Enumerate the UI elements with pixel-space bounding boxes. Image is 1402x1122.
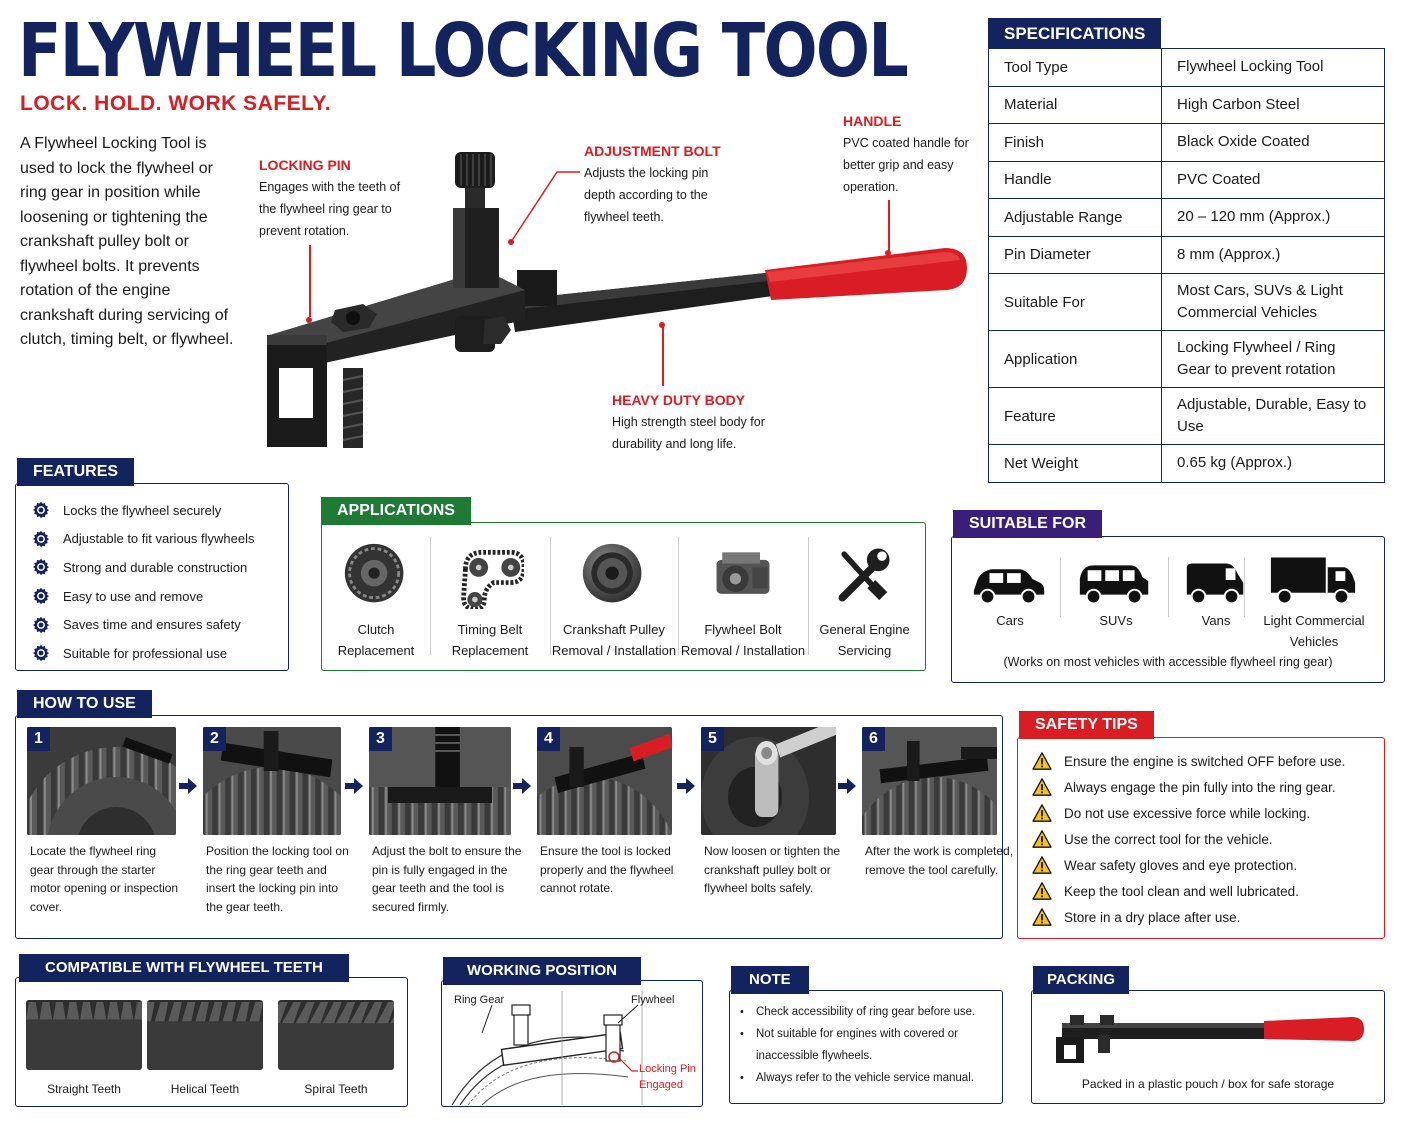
compatible-tab: COMPATIBLE WITH FLYWHEEL TEETH <box>19 954 349 982</box>
vehicle-label-line1: Cars <box>996 613 1024 628</box>
spec-value: Locking Flywheel / Ring Gear to prevent rotation <box>1162 331 1385 388</box>
feature-item <box>32 553 254 582</box>
application-label-line2: Servicing <box>837 643 892 658</box>
application-label-line2: Replacement <box>337 643 415 658</box>
step-number: 5 <box>701 727 724 751</box>
step-image <box>701 727 836 835</box>
callout-text: PVC coated handle for better grip and easy operation. <box>843 136 969 194</box>
pulley-icon <box>580 541 648 609</box>
warning-icon <box>1032 752 1052 770</box>
warning-icon <box>1032 882 1052 900</box>
gear-icon <box>32 501 50 519</box>
application-label-line1: Flywheel Bolt <box>704 622 782 637</box>
working-position-tab: WORKING POSITION <box>443 957 641 985</box>
safety-tips-tab: SAFETY TIPS <box>1019 711 1154 739</box>
bullet-icon: • <box>740 1006 744 1018</box>
feature-text: Saves time and ensures safety <box>63 617 241 633</box>
step-number: 6 <box>862 727 885 751</box>
note-text: Check accessibility of ring gear before use. <box>756 1006 976 1018</box>
intro-paragraph: A Flywheel Locking Tool is used to lock the flywheel or ring gear in position while loosening or tightening the crankshaft pulley bolt or flywheel bolts. It prevents rotation of the engine crankshaft during servicing of clutch, timing belt, or flywheel. <box>20 135 234 348</box>
application-label-line2: Removal / Installation <box>680 643 806 658</box>
safety-tip <box>1032 852 1345 878</box>
step-text: Ensure the tool is locked properly and the flywheel cannot rotate. <box>540 844 674 895</box>
safety-tip-text: Wear safety gloves and eye protection. <box>1064 857 1298 873</box>
gear-icon <box>32 587 50 605</box>
how-to-use-tab: HOW TO USE <box>17 690 152 718</box>
step-number: 4 <box>537 727 560 751</box>
gear-icon <box>32 558 50 576</box>
application-item <box>550 523 678 669</box>
spec-row <box>989 161 1385 199</box>
feature-item <box>32 610 254 639</box>
packing-tool-image <box>1052 1009 1372 1069</box>
step-number: 3 <box>369 727 392 751</box>
arrow-right-icon <box>345 778 363 794</box>
feature-text: Strong and durable construction <box>63 559 248 575</box>
note-box <box>729 990 1003 1104</box>
gear-icon <box>32 644 50 662</box>
step-text: Position the locking tool on the ring gear teeth and insert the locking pin into the gear teeth. <box>206 844 349 914</box>
gear-teeth-image <box>147 1000 263 1070</box>
callout-text: High strength steel body for durability and long life. <box>612 415 765 451</box>
arrow-right-icon <box>179 778 197 794</box>
safety-tip-text: Keep the tool clean and well lubricated. <box>1064 883 1299 899</box>
spec-label: Material <box>989 86 1162 124</box>
gear-teeth-image <box>278 1000 394 1070</box>
specifications-tab: SPECIFICATIONS <box>988 18 1161 49</box>
step-image <box>537 727 672 835</box>
packing-text: Packed in a plastic pouch / box for safe storage <box>1081 1077 1335 1091</box>
callout-leader <box>505 170 585 250</box>
spec-label: Tool Type <box>989 49 1162 87</box>
safety-tips-box <box>1017 737 1385 939</box>
step-image <box>27 727 176 835</box>
arrow-right-icon <box>838 778 856 794</box>
feature-text: Locks the flywheel securely <box>63 502 222 518</box>
divider <box>1168 557 1169 617</box>
application-label <box>550 619 678 661</box>
arrow-right-icon <box>677 778 695 794</box>
application-label-line2: Removal / Installation <box>551 643 677 658</box>
application-label-line1: Clutch <box>357 622 395 637</box>
spec-label: Pin Diameter <box>989 236 1162 274</box>
application-item <box>678 523 808 669</box>
step-number: 2 <box>203 727 226 751</box>
warning-icon <box>1032 830 1052 848</box>
locking-pin-label-line2: Engaged <box>639 1079 684 1091</box>
application-label <box>678 619 808 661</box>
spec-row <box>989 331 1385 388</box>
spec-row <box>989 86 1385 124</box>
safety-tip <box>1032 826 1345 852</box>
safety-tip <box>1032 904 1345 930</box>
application-label-line1: General Engine <box>819 622 910 637</box>
feature-item <box>32 582 254 611</box>
gear-teeth-label: Helical Teeth <box>170 1082 240 1096</box>
bullet-icon: • <box>740 1028 744 1040</box>
callout-text: Adjusts the locking pin depth according to the flywheel teeth. <box>584 166 709 224</box>
suv-icon <box>1074 553 1158 607</box>
application-label <box>322 619 430 661</box>
features-tab: FEATURES <box>17 458 134 486</box>
spec-value: PVC Coated <box>1162 161 1385 199</box>
callout-text: Engages with the teeth of the flywheel ring gear to prevent rotation. <box>259 180 401 238</box>
packing-box <box>1031 990 1385 1104</box>
divider <box>1244 557 1245 617</box>
step-image <box>369 727 511 835</box>
spec-row <box>989 236 1385 274</box>
note-item <box>740 1001 992 1023</box>
spec-value: Flywheel Locking Tool <box>1162 49 1385 87</box>
safety-tip <box>1032 800 1345 826</box>
ring-gear-label: Ring Gear <box>454 994 505 1006</box>
bullet-icon: • <box>740 1072 744 1084</box>
note-text: Always refer to the vehicle service manual. <box>756 1072 974 1084</box>
safety-tip-text: Ensure the engine is switched OFF before use. <box>1064 753 1346 769</box>
spec-value: 20 – 120 mm (Approx.) <box>1162 199 1385 237</box>
warning-icon <box>1032 856 1052 874</box>
spec-value: Adjustable, Durable, Easy to Use <box>1162 388 1385 445</box>
callout-adjustment-bolt <box>584 140 734 228</box>
application-item <box>430 523 550 669</box>
vehicle-label <box>1252 610 1376 652</box>
suitable-for-tab: SUITABLE FOR <box>953 510 1102 538</box>
application-label-line1: Crankshaft Pulley <box>563 622 665 637</box>
car-icon <box>968 553 1052 607</box>
safety-tip-text: Store in a dry place after use. <box>1064 909 1241 925</box>
timing-belt-icon <box>456 541 524 609</box>
feature-text: Easy to use and remove <box>63 588 204 604</box>
callout-title: HANDLE <box>843 113 902 129</box>
callout-title: LOCKING PIN <box>259 157 351 173</box>
step-image <box>862 727 997 835</box>
divider <box>1060 557 1061 617</box>
gear-teeth-label: Spiral Teeth <box>304 1082 368 1096</box>
vehicle-label-line1: Vans <box>1201 613 1231 628</box>
working-position-box <box>441 980 703 1107</box>
applications-tab: APPLICATIONS <box>321 497 471 525</box>
page-title: FLYWHEEL LOCKING TOOL <box>18 8 908 94</box>
callout-title: HEAVY DUTY BODY <box>612 392 746 408</box>
note-item <box>740 1067 992 1089</box>
flywheel-label: Flywheel <box>631 994 675 1006</box>
warning-icon <box>1032 778 1052 796</box>
gear-teeth-image <box>26 1000 142 1070</box>
how-to-use-box <box>15 715 1014 939</box>
safety-tip <box>1032 878 1345 904</box>
vehicle-label-line1: SUVs <box>1099 613 1133 628</box>
application-item <box>322 523 430 669</box>
spec-value: 0.65 kg (Approx.) <box>1162 445 1385 483</box>
safety-tip <box>1032 748 1345 774</box>
gear-icon <box>26 1000 142 1070</box>
application-label-line1: Timing Belt <box>457 622 523 637</box>
callout-locking-pin <box>259 154 419 242</box>
safety-tip-text: Use the correct tool for the vehicle. <box>1064 831 1273 847</box>
spec-row <box>989 274 1385 331</box>
packing-tab: PACKING <box>1033 966 1129 994</box>
vehicle-label-line1: Light Commercial <box>1263 613 1365 628</box>
spec-row <box>989 49 1385 87</box>
callout-handle <box>843 110 973 198</box>
spec-row <box>989 124 1385 162</box>
step-image <box>203 727 341 835</box>
warning-icon <box>1032 804 1052 822</box>
gear-icon <box>32 530 50 548</box>
feature-item <box>32 496 254 525</box>
step-text: After the work is completed, remove the tool carefully. <box>865 844 1014 877</box>
callout-heavy-duty-body <box>612 389 792 455</box>
application-label <box>808 619 921 661</box>
engine-icon <box>709 541 777 609</box>
note-item <box>740 1023 992 1067</box>
gear-icon <box>278 1000 394 1070</box>
gear-icon <box>147 1000 263 1070</box>
note-tab: NOTE <box>731 966 809 994</box>
arrow-right-icon <box>513 778 531 794</box>
feature-item <box>32 525 254 554</box>
spec-row <box>989 445 1385 483</box>
applications-box <box>321 522 926 671</box>
wrench-screwdriver-icon <box>831 541 899 609</box>
vehicle-label <box>962 610 1058 631</box>
spec-label: Application <box>989 331 1162 388</box>
gear-teeth-label: Straight Teeth <box>47 1082 121 1096</box>
van-icon <box>1181 553 1251 607</box>
application-label <box>430 619 550 661</box>
step-text: Now loosen or tighten the crankshaft pulley bolt or flywheel bolts safely. <box>704 844 841 895</box>
tagline: LOCK. HOLD. WORK SAFELY. <box>20 92 332 115</box>
specifications-table <box>988 48 1385 483</box>
step-number: 1 <box>27 727 50 751</box>
spec-label: Suitable For <box>989 274 1162 331</box>
feature-item <box>32 639 254 668</box>
warning-icon <box>1032 908 1052 926</box>
truck-icon <box>1267 553 1361 607</box>
application-item <box>808 523 921 669</box>
vehicle-label-line2: Vehicles <box>1289 634 1339 649</box>
spec-value: Black Oxide Coated <box>1162 124 1385 162</box>
suitable-for-note: (Works on most vehicles with accessible flywheel ring gear) <box>1003 655 1333 669</box>
locking-pin-label <box>639 1061 696 1093</box>
compatible-box <box>15 977 408 1107</box>
vehicle-label <box>1068 610 1164 631</box>
spec-row <box>989 388 1385 445</box>
spec-label: Adjustable Range <box>989 199 1162 237</box>
spec-value: High Carbon Steel <box>1162 86 1385 124</box>
gear-icon <box>32 616 50 634</box>
spec-value: Most Cars, SUVs & Light Commercial Vehicles <box>1162 274 1385 331</box>
clutch-disc-icon <box>342 541 410 609</box>
safety-tip <box>1032 774 1345 800</box>
spec-value: 8 mm (Approx.) <box>1162 236 1385 274</box>
step-text: Locate the flywheel ring gear through the starter motor opening or inspection cover. <box>30 844 179 914</box>
spec-label: Finish <box>989 124 1162 162</box>
callout-title: ADJUSTMENT BOLT <box>584 143 721 159</box>
step-text: Adjust the bolt to ensure the pin is fully engaged in the gear teeth and the tool is secured firmly. <box>372 844 522 914</box>
note-text: Not suitable for engines with covered or inaccessible flywheels. <box>756 1028 958 1062</box>
feature-text: Suitable for professional use <box>63 645 228 661</box>
spec-label: Feature <box>989 388 1162 445</box>
safety-tip-text: Do not use excessive force while locking. <box>1064 805 1311 821</box>
locking-pin-label-line1: Locking Pin <box>639 1063 696 1075</box>
feature-text: Adjustable to fit various flywheels <box>63 531 255 547</box>
spec-row <box>989 199 1385 237</box>
application-label-line2: Replacement <box>451 643 529 658</box>
suitable-for-box <box>951 536 1385 683</box>
safety-tip-text: Always engage the pin fully into the ring gear. <box>1064 779 1336 795</box>
spec-label: Net Weight <box>989 445 1162 483</box>
features-box <box>15 483 289 671</box>
spec-label: Handle <box>989 161 1162 199</box>
